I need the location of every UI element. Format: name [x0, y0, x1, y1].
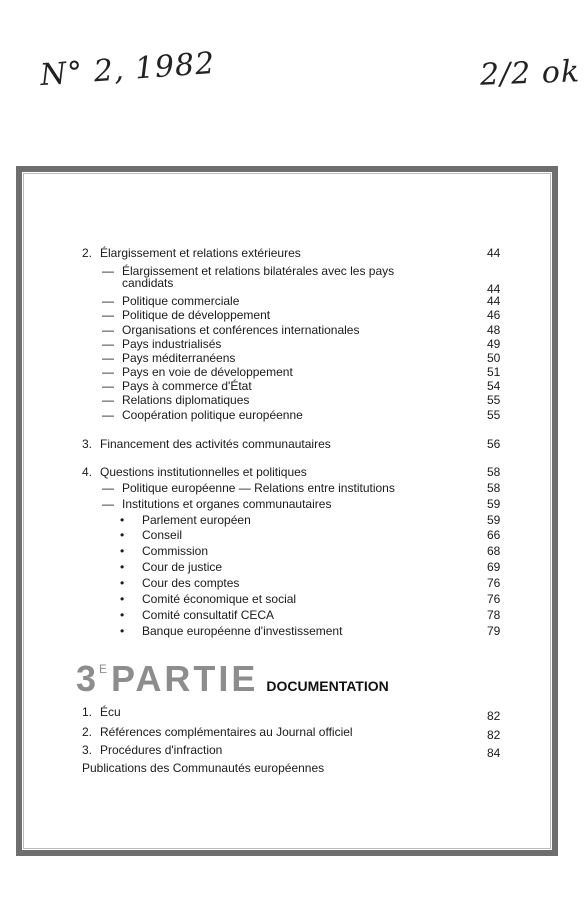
dash-marker: —	[102, 408, 114, 422]
dash-marker: —	[102, 481, 114, 495]
item-number: 2.	[82, 725, 93, 739]
item-text: Écu	[100, 705, 121, 719]
bullet-marker: •	[120, 624, 125, 638]
item-text: Banque européenne d'investissement	[142, 624, 343, 638]
dash-marker: —	[102, 393, 114, 407]
section-number: 2.	[82, 246, 93, 260]
item-text: Élargissement et relations bilatérales avec les pays	[122, 264, 395, 278]
item-number: 3.	[82, 743, 93, 757]
item-text: candidats	[122, 276, 174, 290]
bullet-marker: •	[120, 608, 125, 622]
part-word: PARTIE	[111, 658, 259, 699]
page-number: 44	[487, 282, 501, 296]
item-text: Pays en voie de développement	[122, 365, 293, 379]
page-number: 49	[487, 337, 501, 351]
handwritten-check-note: 2/2 ok	[479, 54, 581, 93]
dash-marker: —	[102, 294, 114, 308]
item-text: Pays industrialisés	[122, 337, 222, 351]
item-text: Politique commerciale	[122, 294, 240, 308]
page-number: 66	[487, 528, 501, 542]
page-number: 51	[487, 365, 501, 379]
section-number: 4.	[82, 465, 93, 479]
item-text: Politique de développement	[122, 308, 271, 322]
bullet-marker: •	[120, 544, 125, 558]
page-number: 76	[487, 592, 501, 606]
item-text: Coopération politique européenne	[122, 408, 303, 422]
page-number: 56	[487, 437, 501, 451]
page-number: 55	[487, 408, 501, 422]
page-number: 59	[487, 497, 501, 511]
item-text: Publications des Communautés européennes	[82, 761, 325, 775]
dash-marker: —	[102, 379, 114, 393]
item-text: Pays méditerranéens	[122, 351, 236, 365]
section-title: Questions institutionnelles et politiques	[100, 465, 307, 479]
item-text: Politique européenne — Relations entre institutions	[122, 481, 395, 495]
page-number: 50	[487, 351, 501, 365]
page-number: 44	[487, 246, 501, 260]
section-number: 3.	[82, 437, 93, 451]
dash-marker: —	[102, 337, 114, 351]
item-number: 1.	[82, 705, 93, 719]
item-text: Institutions et organes communautaires	[122, 497, 332, 511]
part-number: 3	[76, 658, 100, 699]
item-text: Relations diplomatiques	[122, 393, 250, 407]
section-title: Financement des activités communautaires	[100, 437, 331, 451]
item-text: Parlement européen	[142, 513, 251, 527]
bullet-marker: •	[120, 592, 125, 606]
part-label: DOCUMENTATION	[266, 678, 389, 694]
page-number: 79	[487, 624, 501, 638]
dash-marker: —	[102, 497, 114, 511]
page-number: 44	[487, 294, 501, 308]
page-number: 54	[487, 379, 501, 393]
dash-marker: —	[102, 365, 114, 379]
item-text: Procédures d'infraction	[100, 743, 223, 757]
part-heading	[76, 658, 389, 700]
item-text: Comité consultatif CECA	[142, 608, 275, 622]
bullet-marker: •	[120, 528, 125, 542]
item-text: Cour des comptes	[142, 576, 240, 590]
dash-marker: —	[102, 308, 114, 322]
page-number: 78	[487, 608, 501, 622]
page-number: 69	[487, 560, 501, 574]
page-number: 84	[487, 746, 501, 760]
page-number: 76	[487, 576, 501, 590]
section-title: Élargissement et relations extérieures	[100, 246, 301, 260]
page-number: 48	[487, 323, 501, 337]
dash-marker: —	[102, 264, 114, 278]
page-number: 58	[487, 481, 501, 495]
page-number: 82	[487, 709, 501, 723]
item-text: Comité économique et social	[142, 592, 297, 606]
page-number: 55	[487, 393, 501, 407]
item-text: Pays à commerce d'État	[122, 379, 252, 393]
page-number: 59	[487, 513, 501, 527]
bullet-marker: •	[120, 513, 125, 527]
contents-frame	[16, 166, 558, 856]
page-number: 58	[487, 465, 501, 479]
item-text: Conseil	[142, 528, 183, 542]
dash-marker: —	[102, 323, 114, 337]
item-text: Références complémentaires au Journal officiel	[100, 725, 353, 739]
part-superscript: E	[99, 662, 108, 676]
handwritten-issue-note: N° 2, 1982	[38, 45, 217, 94]
item-text: Cour de justice	[142, 560, 223, 574]
item-text: Organisations et conférences internationales	[122, 323, 360, 337]
bullet-marker: •	[120, 560, 125, 574]
dash-marker: —	[102, 351, 114, 365]
page-number: 46	[487, 308, 501, 322]
bullet-marker: •	[120, 576, 125, 590]
page-number: 68	[487, 544, 501, 558]
page-number: 82	[487, 728, 501, 742]
item-text: Commission	[142, 544, 209, 558]
